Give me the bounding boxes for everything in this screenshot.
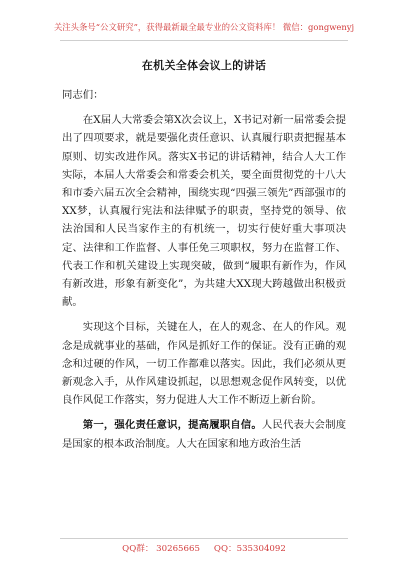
paragraph-3-lead: 第一，强化责任意识，提高履职自信。	[82, 419, 262, 432]
paragraph-1: 在X届人大常委会第X次会议上，X书记对新一届常委会提出了四项要求，就是要强化责任意识、认真履行职责把握基本原则、切实改进作风。落实X书记的讲话精神，结合人大工作实际，本届人大常委会和常委会机关，要全面贯彻党的十八大和市委六届五次全会精神，围绕实现“四强三领先”西部强市的XX梦，认真履行宪法和法律赋予的职责，坚持党的领导、依法治国和人民当家作主的有机统一，切实行使好重大事项决定、法律和工作监督、人事任免三项职权，努力在监督工作、代表工作和机关建设上实现突破，做到“履职有新作为，作风有新改进，形象有新变化”，为共建大XX现大跨越做出积极贡献。	[62, 114, 346, 309]
footer-qq-group: QQ群： 30265665	[122, 544, 200, 554]
salutation: 同志们：	[62, 89, 104, 101]
header-divider	[60, 40, 348, 41]
document-title: 在机关全体会议上的讲话	[141, 59, 267, 72]
header-banner: 关注头条号“公文研究”，获得最新最全最专业的公文资料库！ 微信：gongwenyj	[53, 22, 355, 32]
footer-qq-number: QQ：535304092	[213, 544, 286, 554]
paragraph-3-text: 人民代表大会制度是国家的根本政治制度。人大在国家和地方政治生活	[62, 419, 347, 450]
document-body	[62, 86, 346, 453]
paragraph-3	[62, 416, 346, 452]
paragraph-2: 实现这个目标，关键在人，在人的观念、在人的作风。观念是成就事业的基础，作风是抓好工作的保证。没有正确的观念和过硬的作风，一切工作都难以落实。因此，我们必须从更新观念入手，从作风建设抓起，以思想观念促作风转变，以优良作风促工作落实，努力促进人大工作不断迈上新台阶。	[62, 321, 346, 407]
footer	[0, 543, 408, 555]
footer-divider	[60, 538, 348, 539]
